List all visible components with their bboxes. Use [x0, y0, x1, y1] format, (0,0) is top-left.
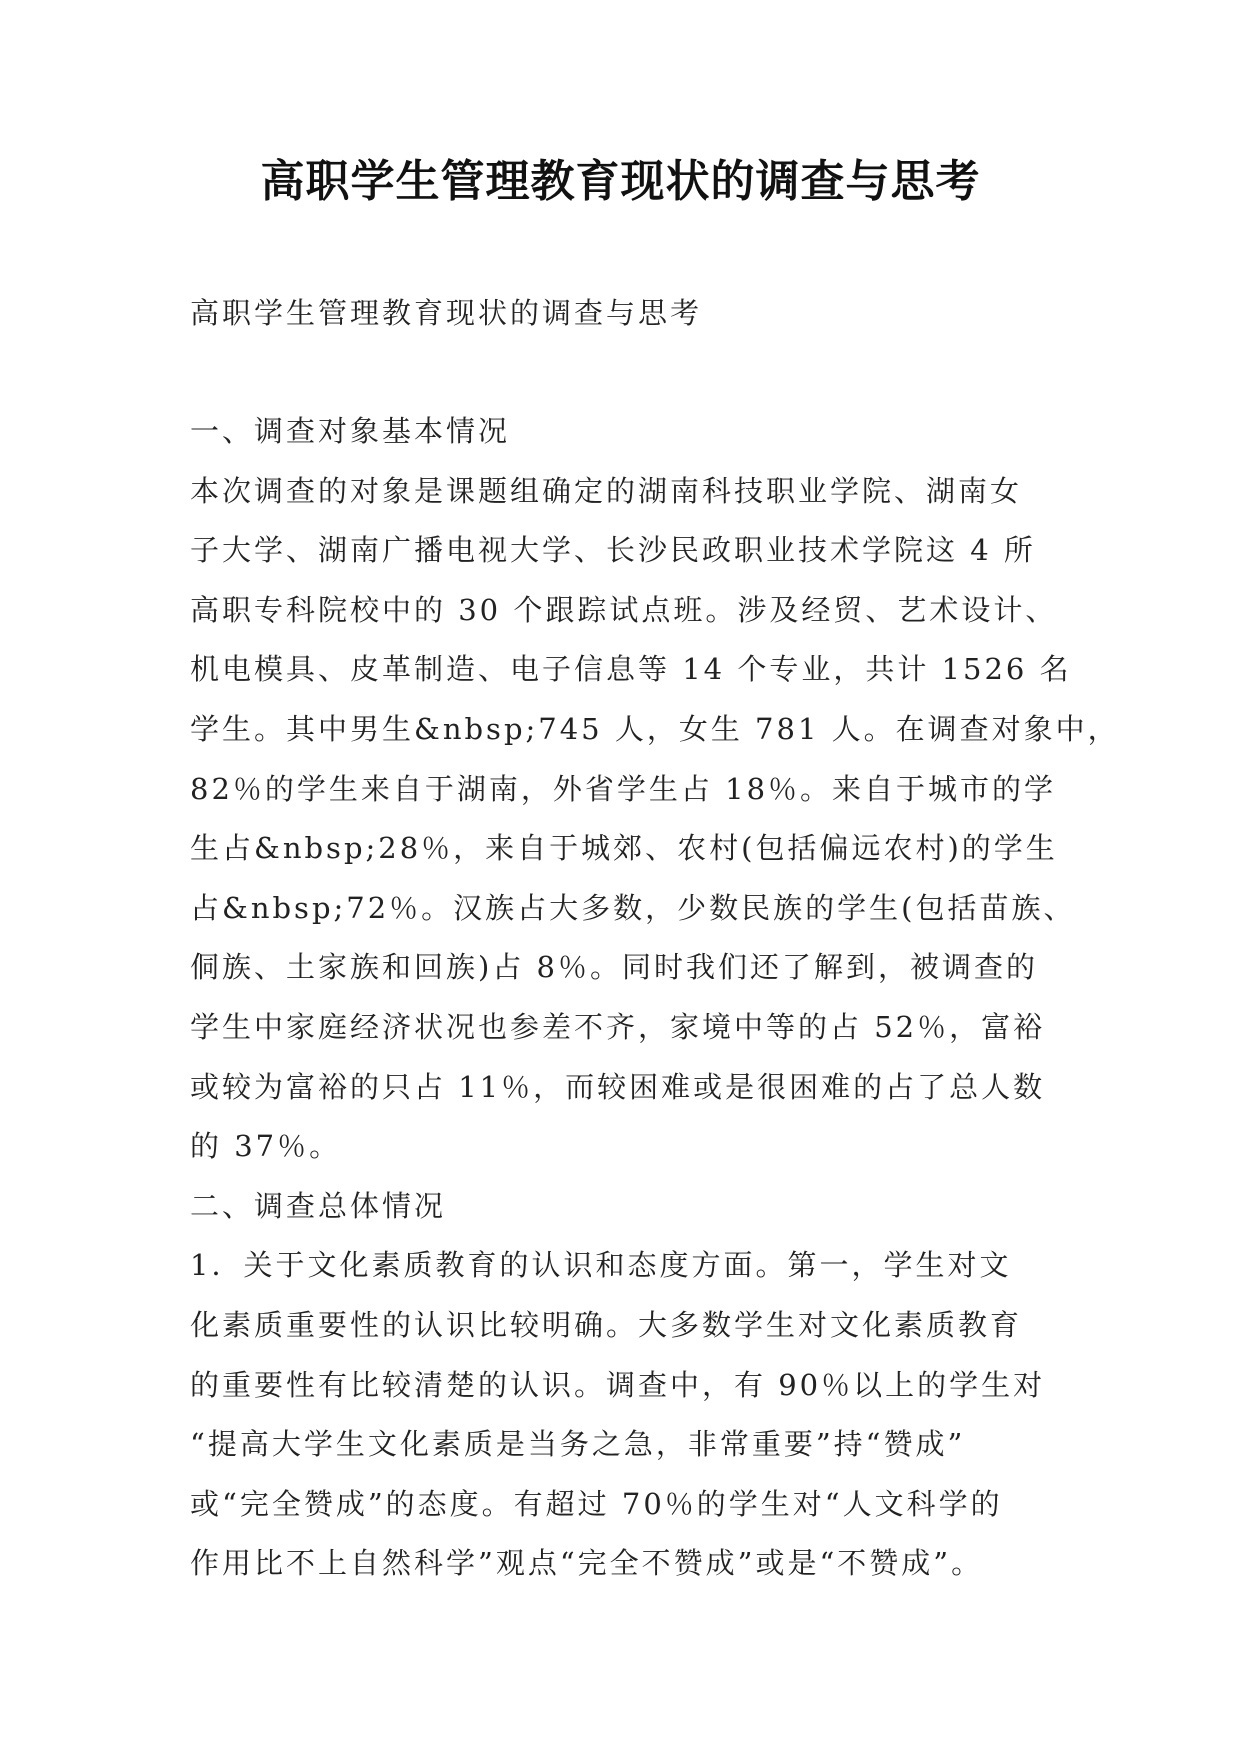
- paragraph-line: 或“完全赞成”的态度。有超过 70％的学生对“人文科学的: [190, 1486, 1003, 1521]
- document-title: 高职学生管理教育现状的调查与思考: [260, 156, 981, 207]
- document-subtitle: 高职学生管理教育现状的调查与思考: [190, 296, 703, 330]
- paragraph-line: 化素质重要性的认识比较明确。大多数学生对文化素质教育: [190, 1307, 1023, 1342]
- paragraph-line: 机电模具、皮革制造、电子信息等 14 个专业，共计 1526 名: [190, 652, 1072, 687]
- paragraph-line: 侗族、土家族和回族)占 8％。同时我们还了解到，被调查的: [190, 950, 1038, 985]
- paragraph-line: 占&nbsp;72％。汉族占大多数，少数民族的学生(包括苗族、: [190, 890, 1076, 925]
- paragraph-line: “提高大学生文化素质是当务之急，非常重要”持“赞成”: [190, 1427, 966, 1462]
- paragraph-line: 作用比不上自然科学”观点“完全不赞成”或是“不赞成”。: [190, 1546, 984, 1581]
- paragraph-line: 1．关于文化素质教育的认识和态度方面。第一，学生对文: [190, 1248, 1012, 1283]
- section-heading: 一、调查对象基本情况: [190, 414, 511, 448]
- paragraph-line: 的 37％。: [190, 1129, 342, 1164]
- paragraph-line: 82％的学生来自于湖南，外省学生占 18％。来自于城市的学: [190, 771, 1057, 806]
- paragraph-line: 生占&nbsp;28％，来自于城郊、农村(包括偏远农村)的学生: [190, 831, 1058, 866]
- paragraph-line: 子大学、湖南广播电视大学、长沙民政职业技术学院这 4 所: [190, 533, 1036, 568]
- paragraph-line: 本次调查的对象是课题组确定的湖南科技职业学院、湖南女: [190, 473, 1023, 508]
- paragraph-line: 或较为富裕的只占 11％，而较困难或是很困难的占了总人数: [190, 1069, 1046, 1104]
- paragraph-line: 学生中家庭经济状况也参差不齐，家境中等的占 52％，富裕: [190, 1009, 1046, 1044]
- paragraph-line: 学生。其中男生&nbsp;745 人，女生 781 人。在调查对象中，: [190, 711, 1120, 746]
- section-heading: 二、调查总体情况: [190, 1188, 447, 1223]
- paragraph-line: 高职专科院校中的 30 个跟踪试点班。涉及经贸、艺术设计、: [190, 592, 1058, 627]
- paragraph-line: 的重要性有比较清楚的认识。调查中，有 90％以上的学生对: [190, 1367, 1046, 1402]
- document-body: [190, 411, 1120, 1603]
